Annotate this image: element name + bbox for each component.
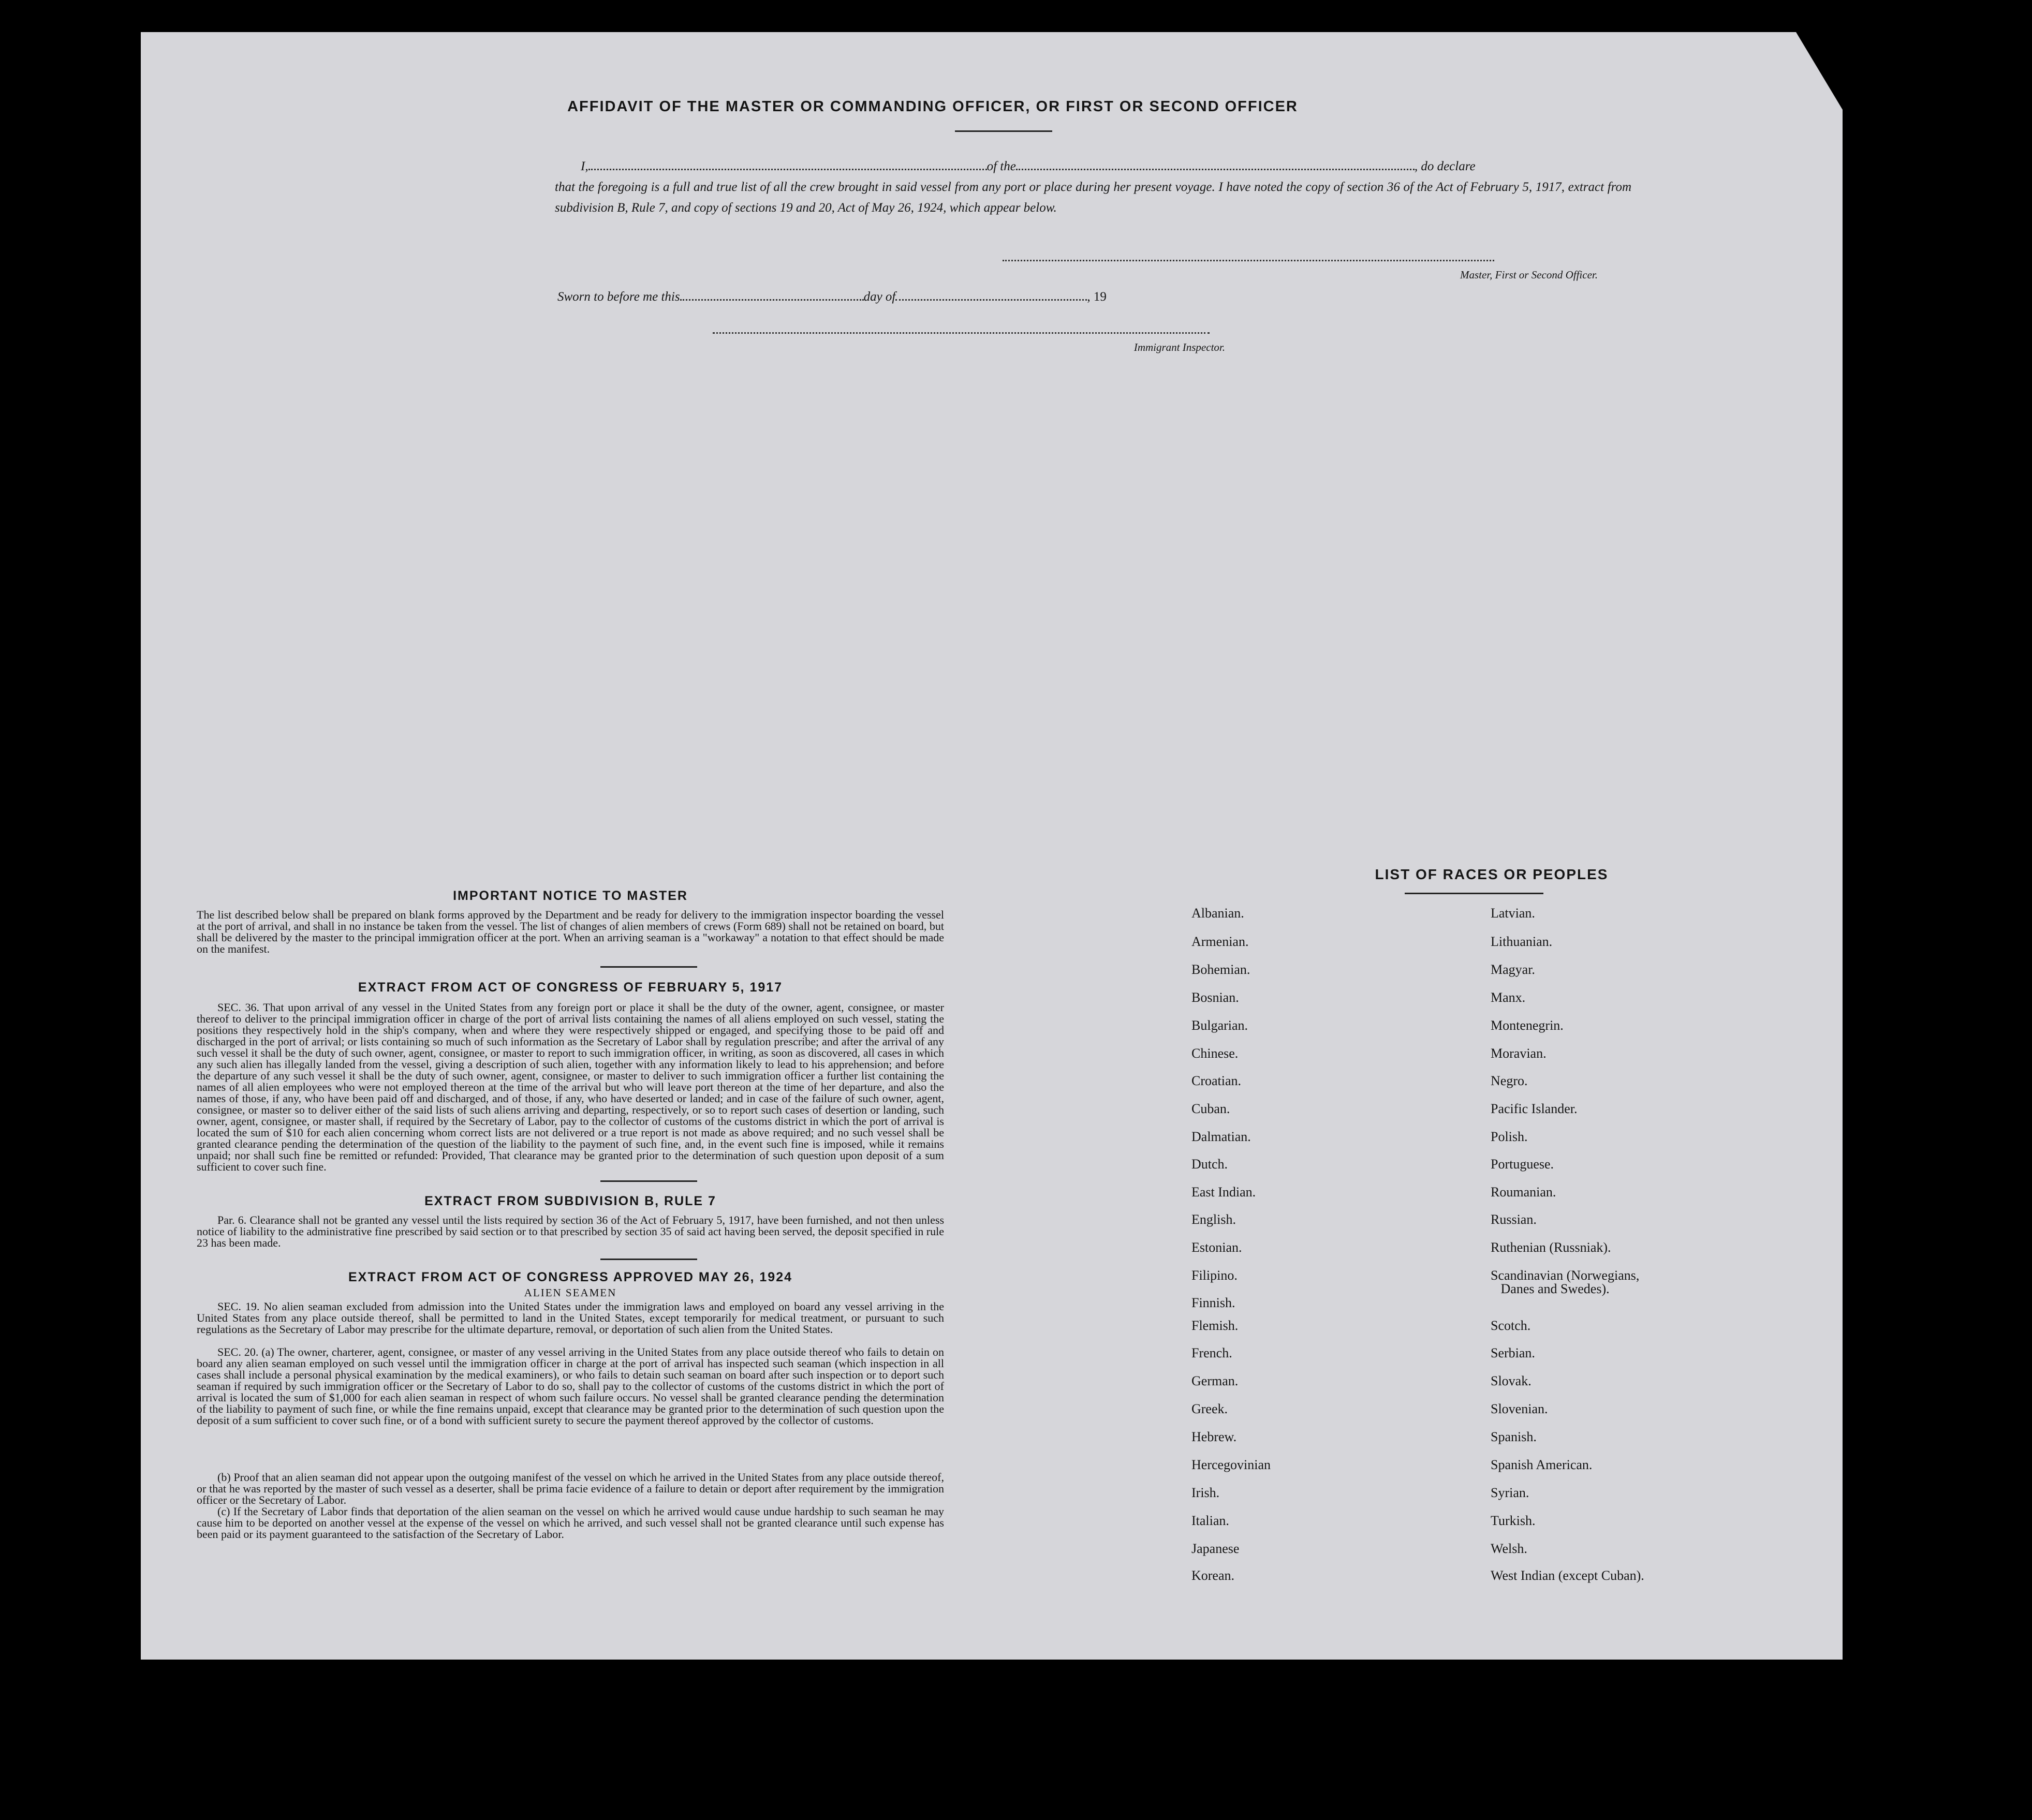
affidavit-i-label: I, [581,159,588,173]
affidavit-declare-label: , do declare [1414,159,1476,173]
race-item: Dutch. [1191,1157,1228,1172]
race-item: Negro. [1491,1073,1528,1088]
extract-1924-title: EXTRACT FROM ACT OF CONGRESS APPROVED MAY 26, 1924 [348,1270,793,1284]
race-item: Welsh. [1491,1541,1527,1556]
section-divider [600,1259,697,1260]
race-item: Bohemian. [1191,962,1250,977]
race-item: Roumanian. [1491,1185,1556,1200]
race-item: Spanish. [1491,1429,1537,1444]
affidavit-declaration [555,156,1631,218]
race-item: Lithuanian. [1491,934,1553,949]
binder-hole-icon [1862,1377,1889,1404]
binder-hole-icon [1844,584,1871,611]
race-item: West Indian (except Cuban). [1491,1568,1644,1583]
binder-hole-icon [1844,177,1871,204]
race-item: East Indian. [1191,1185,1256,1200]
vessel-name-field[interactable] [1016,169,1415,170]
race-item: Estonian. [1191,1240,1242,1255]
extract-rule7-body: Par. 6. Clearance shall not be granted any vessel until the lists required by section 36 of the Act of February 5, 1917, have been furnished, and not then unless notice of liability to the administrative fine prescribed by said section or to that prescribed by section 35 of said act having been served, the deposit specified in rule 23 has been made. [197,1214,944,1249]
race-item: Ruthenian (Russniak). [1491,1240,1611,1255]
extract-1917-title: EXTRACT FROM ACT OF CONGRESS OF FEBRUARY 5, 1917 [358,980,783,995]
race-item: Italian. [1191,1513,1229,1528]
section-19-text: SEC. 19. No alien seaman excluded from admission into the United States under the immigration laws and employed on board any vessel arriving in the United States from any place outside thereof, shall be permitted to land in the United States, except temporarily for medical treatment, or pursuant to such regulations as the Secretary of Labor may prescribe for the ultimate departure, removal, or deportation of such alien from the United States. [197,1300,944,1336]
race-item: Hebrew. [1191,1429,1237,1444]
section-20c-text: (c) If the Secretary of Labor finds that deportation of the alien seaman on the vessel on which he arrived would cause undue hardship to such seaman he may cause him to be deported on another vessel at the expense of the vessel on which he arrived, and such vessel shall not be granted clearance until such expense has been paid or its payment guaranteed to the satisfaction of the Secretary of Labor. [197,1505,944,1541]
race-item: Korean. [1191,1568,1235,1583]
master-name-field[interactable] [588,169,987,170]
sworn-month-field[interactable] [895,299,1087,301]
section-20b-text: (b) Proof that an alien seaman did not appear upon the outgoing manifest of the vessel on which he arrived in the United States from any place outside thereof, or that he was reported by the master of such vessel as a deserter, shall be prima facie evidence of a failure to detain or deport after requirement by the immigration officer or the Secretary of Labor. [197,1471,944,1506]
race-item: Slovak. [1491,1373,1532,1388]
race-item: Flemish. [1191,1318,1239,1333]
binder-hole-icon [1862,1038,1889,1065]
race-item: Moravian. [1491,1046,1547,1061]
master-signature-field[interactable] [1003,260,1494,261]
affidavit-title: AFFIDAVIT OF THE MASTER OR COMMANDING OFFICER, OR FIRST OR SECOND OFFICER [567,98,1298,115]
notice-title: IMPORTANT NOTICE TO MASTER [453,889,688,903]
race-item: German. [1191,1373,1239,1388]
race-item: Bosnian. [1191,990,1239,1005]
affidavit-body: that the foregoing is a full and true list of all the crew brought in said vessel from any port or place during her present voyage. I have noted the copy of section 36 of the Act of February 5, 1917, extract from subdivision B, Rule 7, and copy of sections 19 and 20, Act of May 26, 1924, which appear below. [555,180,1631,215]
race-item: Slovenian. [1491,1401,1548,1416]
sworn-year-label: , 19 [1087,290,1107,304]
race-item: Greek. [1191,1401,1228,1416]
race-item: Manx. [1491,990,1526,1005]
alien-seamen-subtitle: ALIEN SEAMEN [524,1286,617,1299]
race-item: Pacific Islander. [1491,1101,1578,1116]
affidavit-of-the-label: of the [986,159,1016,173]
race-item: Bulgarian. [1191,1018,1248,1033]
race-item: Polish. [1491,1129,1528,1144]
race-item: Magyar. [1491,962,1535,977]
race-item: Turkish. [1491,1513,1536,1528]
race-item: Finnish. [1191,1295,1235,1310]
race-item: Hercegovinian [1191,1457,1271,1472]
race-item: Cuban. [1191,1101,1230,1116]
master-signature-label: Master, First or Second Officer. [1460,269,1598,281]
inspector-signature-field[interactable] [713,332,1210,334]
race-item: Scotch. [1491,1318,1531,1333]
race-item: Armenian. [1191,934,1249,949]
sworn-line [557,290,1107,304]
race-item: Montenegrin. [1491,1018,1564,1033]
extract-1917-body: SEC. 36. That upon arrival of any vessel in the United States from any foreign port or place it shall be the duty of the owner, agent, consignee, or master thereof to deliver to the principal immigration officer in charge of the port of arrival lists containing the names of all aliens employed on such vessel, stating the positions they respectively hold in the ship's company, when and where they were respectively shipped or engaged, and specifying those to be paid off and discharged in the port of arrival; or lists containing so much of such information as the Secretary of Labor shall by regulation prescribe; and after the arrival of any such vessel it shall be the duty of such owner, agent, consignee, or master to report to such immigration officer, in writing, as soon as discovered, all cases in which any such alien has illegally landed from the vessel, giving a description of such alien, together with any information likely to lead to his apprehension; and before the departure of any such vessel it shall be the duty of such owner, agent, consignee, or master to deliver to such immigration officer a further list containing the names of all alien employees who were not employed thereon at the time of the arrival but who will leave port thereon at the time of her departure, and also the names of those, if any, who have been paid off and discharged, and of those, if any, who have deserted or landed; and in case of the failure of such owner, agent, consignee, or master so to deliver either of the said lists of such aliens arriving and departing, respectively, or so to report such cases of desertion or landing, such owner, agent, consignee, or master shall, if required by the Secretary of Labor, pay to the collector of customs of the customs district in which the port of arrival is located the sum of $10 for each alien concerning whom correct lists are not delivered or a true report is not made as above required; and no such vessel shall be granted clearance pending the determination of the question of the liability to the payment of such fine, and, in the event such fine is imposed, while it remains unpaid; nor shall such fine be remitted or refunded: Provided, That clearance may be granted prior to the determination of such question upon deposit of a sum sufficient to cover such fine. [197,1001,944,1173]
race-item: Scandinavian (Norwegians, Danes and Swedes). [1491,1268,1640,1296]
extract-rule7-title: EXTRACT FROM SUBDIVISION B, RULE 7 [424,1194,716,1208]
race-item: Japanese [1191,1541,1240,1556]
race-item: Croatian. [1191,1073,1242,1088]
binder-hole-icon [1844,505,1871,532]
inspector-signature-label: Immigrant Inspector. [1133,341,1225,353]
sworn-label: Sworn to before me this [557,290,680,304]
race-item: Chinese. [1191,1046,1239,1061]
race-item: Irish. [1191,1485,1220,1500]
race-item: Latvian. [1491,906,1535,921]
race-item: Spanish American. [1491,1457,1593,1472]
title-divider [955,130,1052,132]
race-item: Syrian. [1491,1485,1529,1500]
section-20a-text: SEC. 20. (a) The owner, charterer, agent, consignee, or master of any vessel arriving in the United States from any place outside thereof who fails to detain on board any alien seaman employed on such vessel until the immigration officer in charge at the port of arrival has inspected such seaman (which inspection in all cases shall include a personal physical examination by the medical examiners), or who fails to detain such seaman on board after such inspection or to deport such seaman if required by such immigration officer or the Secretary of Labor to do so, shall pay to the collector of customs of the customs district in which the port of arrival is located the sum of $1,000 for each alien seaman in respect of whom such failure occurs. No vessel shall be granted clearance pending the determination of the liability to payment of such fine, or while the fine remains unpaid, except that clearance may be granted prior to the determination of such question upon the deposit of a sum sufficient to cover such fine, or of a bond with sufficient surety to secure the payment thereof approved by the collector of customs. [197,1345,944,1427]
torn-corner [1796,32,1843,110]
race-item: Serbian. [1491,1345,1535,1360]
section-divider [600,1180,697,1182]
race-item: Portuguese. [1491,1157,1554,1172]
race-item: Dalmatian. [1191,1129,1251,1144]
binder-hole-icon [1865,1455,1892,1482]
races-title: LIST OF RACES OR PEOPLES [1375,866,1609,882]
race-item: Russian. [1491,1212,1537,1227]
race-item: English. [1191,1212,1236,1227]
binder-hole-icon [1844,257,1871,284]
notice-body: The list described below shall be prepared on blank forms approved by the Department and be ready for delivery to the immigration inspector boarding the vessel at the port of arrival, and shall in no instance be taken from the vessel. The list of changes of alien members of crews (Form 689) shall not be retained on board, but shall be delivered by the master to the principal immigration officer at the port. When an arriving seaman is a "workaway" a notation to that effect should be made on the manifest. [197,908,944,955]
races-divider [1405,893,1543,894]
sworn-day-of-label: day of [863,290,896,304]
document-page [141,32,1843,1660]
sworn-day-field[interactable] [680,299,864,301]
race-item: Albanian. [1191,906,1244,921]
section-divider [600,966,697,968]
race-item: Filipino. [1191,1268,1238,1283]
race-item: French. [1191,1345,1232,1360]
